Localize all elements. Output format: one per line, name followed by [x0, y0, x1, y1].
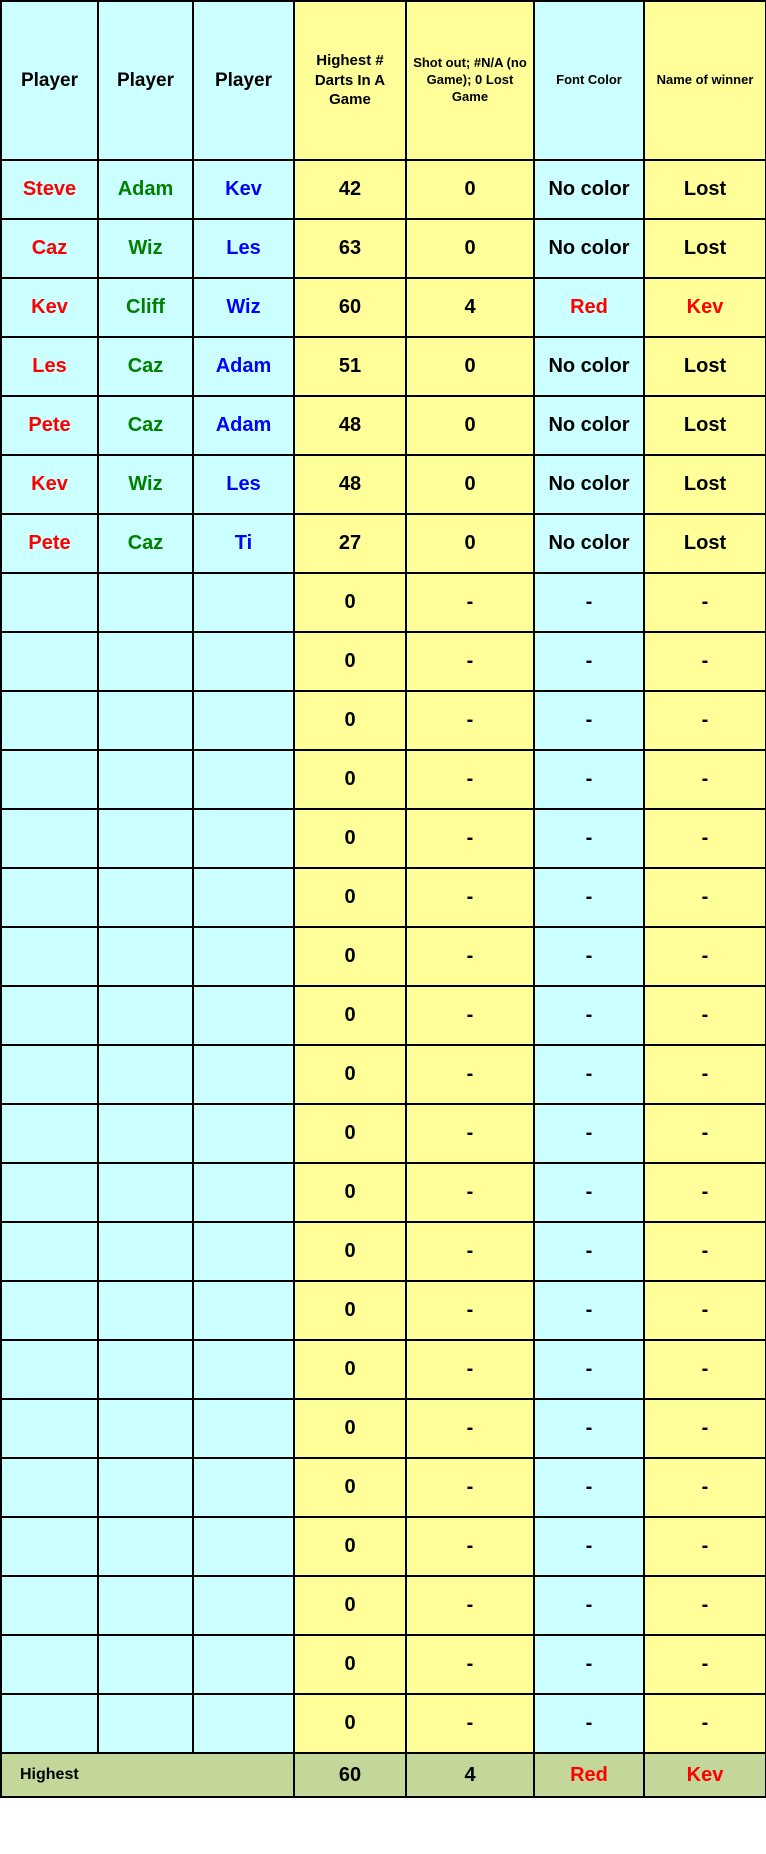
cell-player-3[interactable]	[193, 1576, 294, 1635]
total-row	[1, 1753, 766, 1797]
header-winner[interactable]: Name of winner	[644, 1, 766, 160]
cell-player-3[interactable]	[193, 691, 294, 750]
table-row	[1, 986, 766, 1045]
table-row	[1, 573, 766, 632]
cell-winner[interactable]: Lost	[644, 160, 766, 219]
cell-player-3[interactable]	[193, 1281, 294, 1340]
cell-player-2[interactable]	[98, 1399, 193, 1458]
table-row	[1, 1045, 766, 1104]
cell-font-color[interactable]: -	[534, 986, 644, 1045]
cell-shot-out[interactable]: -	[406, 1576, 534, 1635]
cell-player-2[interactable]	[98, 632, 193, 691]
cell-player-3[interactable]: Adam	[193, 396, 294, 455]
cell-highest-darts[interactable]: 0	[294, 1281, 406, 1340]
cell-player-3[interactable]: Kev	[193, 160, 294, 219]
cell-player-1[interactable]: Les	[1, 337, 98, 396]
cell-highest-darts[interactable]: 0	[294, 1458, 406, 1517]
cell-font-color[interactable]: No color	[534, 219, 644, 278]
cell-shot-out[interactable]: 0	[406, 160, 534, 219]
table-row	[1, 1340, 766, 1399]
cell-font-color[interactable]: -	[534, 1458, 644, 1517]
cell-shot-out[interactable]: 0	[406, 219, 534, 278]
cell-highest-darts[interactable]: 48	[294, 396, 406, 455]
cell-player-3[interactable]: Les	[193, 219, 294, 278]
header-player-1[interactable]: Player	[1, 1, 98, 160]
table-row	[1, 691, 766, 750]
total-label[interactable]: Highest	[1, 1753, 294, 1797]
cell-player-3[interactable]	[193, 632, 294, 691]
cell-player-3[interactable]	[193, 986, 294, 1045]
table-row	[1, 632, 766, 691]
cell-winner[interactable]: -	[644, 1458, 766, 1517]
cell-shot-out[interactable]: -	[406, 691, 534, 750]
cell-player-1[interactable]	[1, 986, 98, 1045]
cell-highest-darts[interactable]: 0	[294, 1517, 406, 1576]
table-row	[1, 219, 766, 278]
cell-shot-out[interactable]: -	[406, 632, 534, 691]
cell-player-3[interactable]	[193, 1399, 294, 1458]
cell-highest-darts[interactable]: 0	[294, 750, 406, 809]
cell-player-1[interactable]	[1, 1045, 98, 1104]
cell-player-1[interactable]	[1, 1399, 98, 1458]
cell-player-2[interactable]: Caz	[98, 337, 193, 396]
cell-winner[interactable]: Lost	[644, 514, 766, 573]
cell-shot-out[interactable]: 4	[406, 278, 534, 337]
table-row	[1, 396, 766, 455]
cell-font-color[interactable]: -	[534, 573, 644, 632]
cell-player-2[interactable]: Caz	[98, 396, 193, 455]
table-row	[1, 1104, 766, 1163]
cell-winner[interactable]: -	[644, 1694, 766, 1753]
cell-highest-darts[interactable]: 0	[294, 1576, 406, 1635]
cell-player-3[interactable]	[193, 1104, 294, 1163]
table-row	[1, 1635, 766, 1694]
cell-highest-darts[interactable]: 0	[294, 927, 406, 986]
cell-shot-out[interactable]: -	[406, 1517, 534, 1576]
cell-winner[interactable]: Lost	[644, 396, 766, 455]
cell-shot-out[interactable]: -	[406, 1694, 534, 1753]
cell-winner[interactable]: -	[644, 986, 766, 1045]
cell-shot-out[interactable]: -	[406, 809, 534, 868]
cell-font-color[interactable]: -	[534, 809, 644, 868]
cell-player-1[interactable]: Pete	[1, 514, 98, 573]
cell-player-3[interactable]	[193, 1045, 294, 1104]
cell-player-3[interactable]	[193, 573, 294, 632]
cell-player-1[interactable]: Steve	[1, 160, 98, 219]
cell-winner[interactable]: -	[644, 1635, 766, 1694]
cell-player-3[interactable]	[193, 1694, 294, 1753]
cell-player-1[interactable]	[1, 1163, 98, 1222]
cell-player-1[interactable]	[1, 1694, 98, 1753]
cell-font-color[interactable]: -	[534, 1517, 644, 1576]
cell-highest-darts[interactable]: 42	[294, 160, 406, 219]
cell-player-1[interactable]	[1, 1222, 98, 1281]
cell-shot-out[interactable]: 0	[406, 337, 534, 396]
table-row	[1, 868, 766, 927]
cell-font-color[interactable]: -	[534, 1163, 644, 1222]
cell-player-3[interactable]	[193, 1458, 294, 1517]
cell-shot-out[interactable]: -	[406, 1045, 534, 1104]
cell-shot-out[interactable]: -	[406, 1104, 534, 1163]
cell-font-color[interactable]: Red	[534, 278, 644, 337]
cell-player-2[interactable]	[98, 1517, 193, 1576]
cell-player-2[interactable]	[98, 1576, 193, 1635]
cell-font-color[interactable]: -	[534, 1635, 644, 1694]
cell-shot-out[interactable]: -	[406, 1399, 534, 1458]
cell-player-1[interactable]	[1, 927, 98, 986]
cell-winner[interactable]: -	[644, 1045, 766, 1104]
cell-shot-out[interactable]: -	[406, 1635, 534, 1694]
cell-player-2[interactable]: Adam	[98, 160, 193, 219]
cell-player-1[interactable]: Kev	[1, 278, 98, 337]
cell-shot-out[interactable]: -	[406, 1458, 534, 1517]
cell-highest-darts[interactable]: 63	[294, 219, 406, 278]
table-row	[1, 455, 766, 514]
cell-player-3[interactable]: Les	[193, 455, 294, 514]
cell-player-2[interactable]	[98, 1104, 193, 1163]
cell-font-color[interactable]: -	[534, 1222, 644, 1281]
cell-winner[interactable]: -	[644, 750, 766, 809]
total-font-color[interactable]: Red	[534, 1753, 644, 1797]
cell-winner[interactable]: -	[644, 927, 766, 986]
cell-player-3[interactable]: Wiz	[193, 278, 294, 337]
cell-highest-darts[interactable]: 51	[294, 337, 406, 396]
cell-winner[interactable]: Lost	[644, 337, 766, 396]
cell-font-color[interactable]: No color	[534, 455, 644, 514]
cell-player-2[interactable]	[98, 1045, 193, 1104]
cell-player-1[interactable]	[1, 573, 98, 632]
cell-winner[interactable]: -	[644, 1222, 766, 1281]
cell-player-2[interactable]: Wiz	[98, 219, 193, 278]
cell-font-color[interactable]: No color	[534, 337, 644, 396]
cell-font-color[interactable]: -	[534, 632, 644, 691]
header-row	[1, 1, 766, 160]
cell-player-2[interactable]	[98, 1458, 193, 1517]
cell-player-2[interactable]	[98, 927, 193, 986]
cell-player-3[interactable]	[193, 1517, 294, 1576]
cell-shot-out[interactable]: 0	[406, 396, 534, 455]
cell-player-3[interactable]	[193, 809, 294, 868]
cell-font-color[interactable]: No color	[534, 396, 644, 455]
cell-winner[interactable]: -	[644, 1340, 766, 1399]
header-highest-darts[interactable]: Highest # Darts In A Game	[294, 1, 406, 160]
cell-winner[interactable]: Lost	[644, 455, 766, 514]
cell-font-color[interactable]: -	[534, 1399, 644, 1458]
cell-player-1[interactable]: Caz	[1, 219, 98, 278]
cell-player-2[interactable]	[98, 868, 193, 927]
cell-player-2[interactable]	[98, 573, 193, 632]
cell-player-3[interactable]	[193, 1340, 294, 1399]
cell-shot-out[interactable]: -	[406, 1163, 534, 1222]
cell-font-color[interactable]: -	[534, 1281, 644, 1340]
cell-player-2[interactable]: Wiz	[98, 455, 193, 514]
total-winner[interactable]: Kev	[644, 1753, 766, 1797]
cell-player-1[interactable]	[1, 809, 98, 868]
table-row	[1, 927, 766, 986]
table-row	[1, 1281, 766, 1340]
header-shot-out[interactable]: Shot out; #N/A (no Game); 0 Lost Game	[406, 1, 534, 160]
cell-player-1[interactable]	[1, 868, 98, 927]
table-row	[1, 278, 766, 337]
cell-winner[interactable]: Lost	[644, 219, 766, 278]
cell-highest-darts[interactable]: 0	[294, 1694, 406, 1753]
cell-player-1[interactable]: Pete	[1, 396, 98, 455]
cell-font-color[interactable]: No color	[534, 514, 644, 573]
cell-player-1[interactable]	[1, 1576, 98, 1635]
cell-player-2[interactable]	[98, 1635, 193, 1694]
table-row	[1, 1576, 766, 1635]
cell-font-color[interactable]: -	[534, 927, 644, 986]
cell-highest-darts[interactable]: 0	[294, 809, 406, 868]
cell-highest-darts[interactable]: 0	[294, 1045, 406, 1104]
cell-player-1[interactable]	[1, 1635, 98, 1694]
cell-winner[interactable]: -	[644, 809, 766, 868]
cell-shot-out[interactable]: -	[406, 573, 534, 632]
cell-player-2[interactable]: Caz	[98, 514, 193, 573]
cell-player-3[interactable]	[193, 1222, 294, 1281]
cell-font-color[interactable]: -	[534, 868, 644, 927]
table-row	[1, 1163, 766, 1222]
cell-player-2[interactable]	[98, 750, 193, 809]
cell-shot-out[interactable]: -	[406, 1222, 534, 1281]
cell-highest-darts[interactable]: 0	[294, 868, 406, 927]
cell-player-2[interactable]	[98, 1222, 193, 1281]
cell-player-3[interactable]: Adam	[193, 337, 294, 396]
cell-player-2[interactable]	[98, 809, 193, 868]
table-row	[1, 1458, 766, 1517]
cell-shot-out[interactable]: -	[406, 868, 534, 927]
table-row	[1, 514, 766, 573]
cell-player-1[interactable]	[1, 1340, 98, 1399]
cell-player-1[interactable]	[1, 1281, 98, 1340]
cell-shot-out[interactable]: 0	[406, 514, 534, 573]
header-player-3[interactable]: Player	[193, 1, 294, 160]
cell-player-1[interactable]	[1, 632, 98, 691]
cell-winner[interactable]: -	[644, 1163, 766, 1222]
cell-font-color[interactable]: -	[534, 1694, 644, 1753]
cell-font-color[interactable]: -	[534, 1340, 644, 1399]
cell-highest-darts[interactable]: 0	[294, 1399, 406, 1458]
cell-font-color[interactable]: -	[534, 1104, 644, 1163]
cell-winner[interactable]: -	[644, 1517, 766, 1576]
cell-shot-out[interactable]: -	[406, 1281, 534, 1340]
cell-winner[interactable]: -	[644, 1399, 766, 1458]
cell-player-1[interactable]	[1, 1458, 98, 1517]
table-row	[1, 337, 766, 396]
table-row	[1, 750, 766, 809]
cell-player-2[interactable]	[98, 1281, 193, 1340]
cell-player-2[interactable]	[98, 986, 193, 1045]
table-row	[1, 809, 766, 868]
cell-highest-darts[interactable]: 48	[294, 455, 406, 514]
cell-highest-darts[interactable]: 0	[294, 632, 406, 691]
table-row	[1, 160, 766, 219]
cell-shot-out[interactable]: -	[406, 927, 534, 986]
cell-shot-out[interactable]: -	[406, 986, 534, 1045]
cell-player-1[interactable]	[1, 1517, 98, 1576]
cell-player-3[interactable]: Ti	[193, 514, 294, 573]
table-row	[1, 1399, 766, 1458]
cell-player-2[interactable]	[98, 1163, 193, 1222]
cell-highest-darts[interactable]: 0	[294, 1635, 406, 1694]
cell-font-color[interactable]: -	[534, 691, 644, 750]
table-row	[1, 1517, 766, 1576]
cell-winner[interactable]: -	[644, 573, 766, 632]
cell-player-3[interactable]	[193, 1635, 294, 1694]
cell-winner[interactable]: Kev	[644, 278, 766, 337]
cell-player-1[interactable]	[1, 750, 98, 809]
cell-shot-out[interactable]: 0	[406, 455, 534, 514]
cell-font-color[interactable]: -	[534, 750, 644, 809]
cell-highest-darts[interactable]: 27	[294, 514, 406, 573]
cell-player-3[interactable]	[193, 868, 294, 927]
cell-highest-darts[interactable]: 0	[294, 1222, 406, 1281]
cell-player-3[interactable]	[193, 927, 294, 986]
cell-highest-darts[interactable]: 0	[294, 1104, 406, 1163]
cell-font-color[interactable]: -	[534, 1045, 644, 1104]
cell-highest-darts[interactable]: 0	[294, 986, 406, 1045]
cell-player-1[interactable]: Kev	[1, 455, 98, 514]
cell-winner[interactable]: -	[644, 691, 766, 750]
cell-winner[interactable]: -	[644, 632, 766, 691]
cell-winner[interactable]: -	[644, 1576, 766, 1635]
header-player-2[interactable]: Player	[98, 1, 193, 160]
cell-player-1[interactable]	[1, 691, 98, 750]
total-shot-out[interactable]: 4	[406, 1753, 534, 1797]
table-row	[1, 1694, 766, 1753]
cell-winner[interactable]: -	[644, 1281, 766, 1340]
cell-player-2[interactable]	[98, 1340, 193, 1399]
cell-highest-darts[interactable]: 0	[294, 1340, 406, 1399]
cell-winner[interactable]: -	[644, 868, 766, 927]
cell-player-3[interactable]	[193, 1163, 294, 1222]
cell-highest-darts[interactable]: 0	[294, 1163, 406, 1222]
header-font-color[interactable]: Font Color	[534, 1, 644, 160]
cell-player-3[interactable]	[193, 750, 294, 809]
cell-shot-out[interactable]: -	[406, 750, 534, 809]
cell-player-2[interactable]	[98, 1694, 193, 1753]
cell-player-2[interactable]: Cliff	[98, 278, 193, 337]
total-highest-darts[interactable]: 60	[294, 1753, 406, 1797]
cell-highest-darts[interactable]: 0	[294, 573, 406, 632]
cell-font-color[interactable]: No color	[534, 160, 644, 219]
cell-player-2[interactable]	[98, 691, 193, 750]
cell-player-1[interactable]	[1, 1104, 98, 1163]
cell-shot-out[interactable]: -	[406, 1340, 534, 1399]
cell-font-color[interactable]: -	[534, 1576, 644, 1635]
cell-highest-darts[interactable]: 0	[294, 691, 406, 750]
cell-highest-darts[interactable]: 60	[294, 278, 406, 337]
cell-winner[interactable]: -	[644, 1104, 766, 1163]
table-row	[1, 1222, 766, 1281]
